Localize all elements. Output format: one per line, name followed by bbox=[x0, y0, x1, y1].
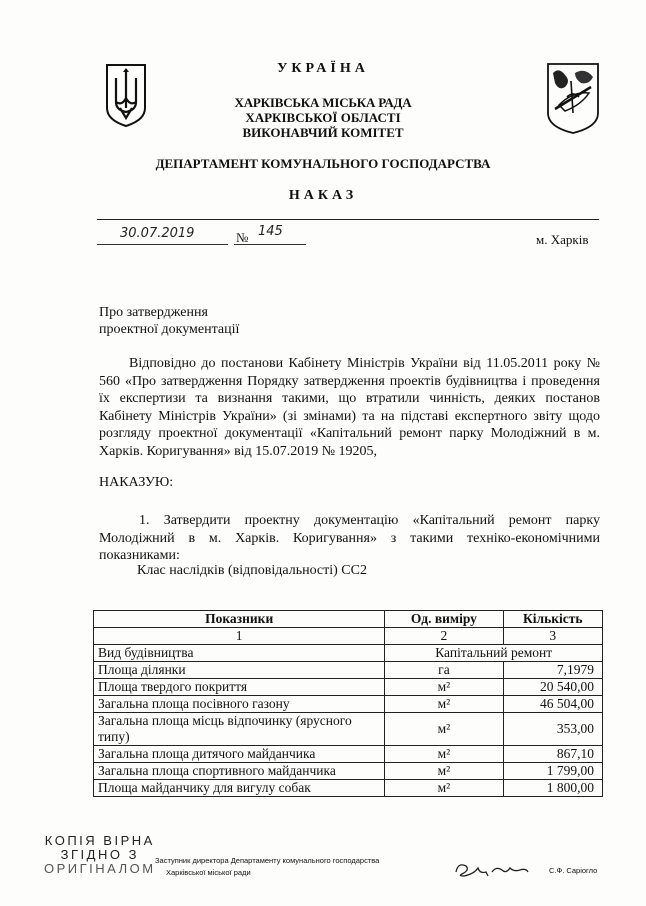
ordering-word: НАКАЗУЮ: bbox=[99, 475, 174, 490]
signatory-title-line-1: Заступник директора Департаменту комунального господарства bbox=[155, 856, 380, 865]
row-label: Загальна площа місць відпочинку (ярусного типу) bbox=[94, 713, 385, 746]
signatory-title-line-2: Харківської міської ради bbox=[166, 868, 251, 877]
number-label: № bbox=[236, 230, 249, 245]
stamp-line-2: ЗГІДНО З bbox=[60, 847, 139, 862]
subject-line-1: Про затвердження bbox=[99, 305, 208, 320]
row-unit: м² bbox=[385, 679, 503, 696]
table-row bbox=[94, 780, 603, 797]
signatory-name: С.Ф. Саріогло bbox=[549, 866, 598, 875]
row-unit: м² bbox=[385, 780, 503, 797]
table-index-row bbox=[94, 628, 603, 645]
table-row bbox=[94, 746, 603, 763]
row-value: 7,1979 bbox=[503, 662, 602, 679]
date-underline bbox=[97, 244, 228, 245]
header-divider bbox=[97, 219, 599, 220]
construction-type-value: Капітальний ремонт bbox=[385, 645, 603, 662]
city: м. Харків bbox=[536, 232, 589, 247]
row-unit: м² bbox=[385, 763, 503, 780]
row-value: 353,00 bbox=[503, 713, 602, 746]
row-value: 1 800,00 bbox=[503, 780, 602, 797]
row-value: 20 540,00 bbox=[503, 679, 602, 696]
index-cell: 3 bbox=[503, 628, 602, 645]
intro-paragraph: Відповідно до постанови Кабінету Міністрів України від 11.05.2011 року № 560 «Про затвердження Порядку затвердження проектів будівництва і проведення їх експертизи та визнання такими, що втратили чинність, деяких постанов Кабінету Міністрів України» (зі змінами) та на підставі експертного звіту щодо розгляду проектної документації «Капітальний ремонт парку Молодіжний в м. Харків. Коригування» від 15.07.2019 № 19205, bbox=[99, 356, 600, 459]
department-title: ДЕПАРТАМЕНТ КОМУНАЛЬНОГО ГОСПОДАРСТВА bbox=[155, 156, 491, 171]
row-label: Площа майданчику для вигулу собак bbox=[94, 780, 385, 797]
row-value: 1 799,00 bbox=[503, 763, 602, 780]
table-row bbox=[94, 696, 603, 713]
subject-line-2: проектної документації bbox=[99, 322, 240, 337]
row-label: Площа твердого покриття bbox=[94, 679, 385, 696]
item-1-paragraph: 1. Затвердити проектну документацію «Капітальний ремонт парку Молодіжний в м. Харків. Коригування» з такими техніко-економічними показниками: bbox=[99, 513, 600, 563]
row-value: 867,10 bbox=[503, 746, 602, 763]
index-cell: 2 bbox=[385, 628, 503, 645]
row-unit: м² bbox=[385, 746, 503, 763]
consequence-class: Клас наслідків (відповідальності) СС2 bbox=[137, 563, 367, 578]
row-unit: м² bbox=[385, 713, 503, 746]
header-indicators: Показники bbox=[94, 611, 385, 628]
stamp-line-1: КОПІЯ ВІРНА bbox=[44, 833, 155, 848]
council-line-2: ХАРКІВСЬКОЇ ОБЛАСТІ bbox=[245, 110, 401, 125]
table-row bbox=[94, 713, 603, 746]
table-row bbox=[94, 679, 603, 696]
council-line-1: ХАРКІВСЬКА МІСЬКА РАДА bbox=[234, 95, 412, 110]
header-quantity: Кількість bbox=[503, 611, 602, 628]
table-header-row bbox=[94, 611, 603, 628]
table-row bbox=[94, 645, 603, 662]
header-unit: Од. виміру bbox=[385, 611, 503, 628]
row-label: Загальна площа посівного газону bbox=[94, 696, 385, 713]
order-number: 145 bbox=[258, 224, 283, 239]
country-title: УКРАЇНА bbox=[277, 61, 369, 76]
order-date: 30.07.2019 bbox=[120, 226, 195, 241]
table-row bbox=[94, 662, 603, 679]
row-label: Загальна площа дитячого майданчика bbox=[94, 746, 385, 763]
document-type: НАКАЗ bbox=[288, 188, 358, 203]
row-unit: м² bbox=[385, 696, 503, 713]
stamp-line-3: ОРИГІНАЛОМ bbox=[44, 861, 156, 876]
row-unit: га bbox=[385, 662, 503, 679]
row-label: Вид будівництва bbox=[94, 645, 385, 662]
row-label: Площа ділянки bbox=[94, 662, 385, 679]
indicators-table bbox=[93, 610, 603, 797]
council-line-3: ВИКОНАВЧИЙ КОМІТЕТ bbox=[242, 125, 404, 140]
row-label: Загальна площа спортивного майданчика bbox=[94, 763, 385, 780]
handwritten-signature bbox=[452, 858, 532, 880]
copy-certified-stamp bbox=[44, 834, 156, 876]
row-value: 46 504,00 bbox=[503, 696, 602, 713]
index-cell: 1 bbox=[94, 628, 385, 645]
table-row bbox=[94, 763, 603, 780]
number-underline bbox=[234, 244, 306, 245]
